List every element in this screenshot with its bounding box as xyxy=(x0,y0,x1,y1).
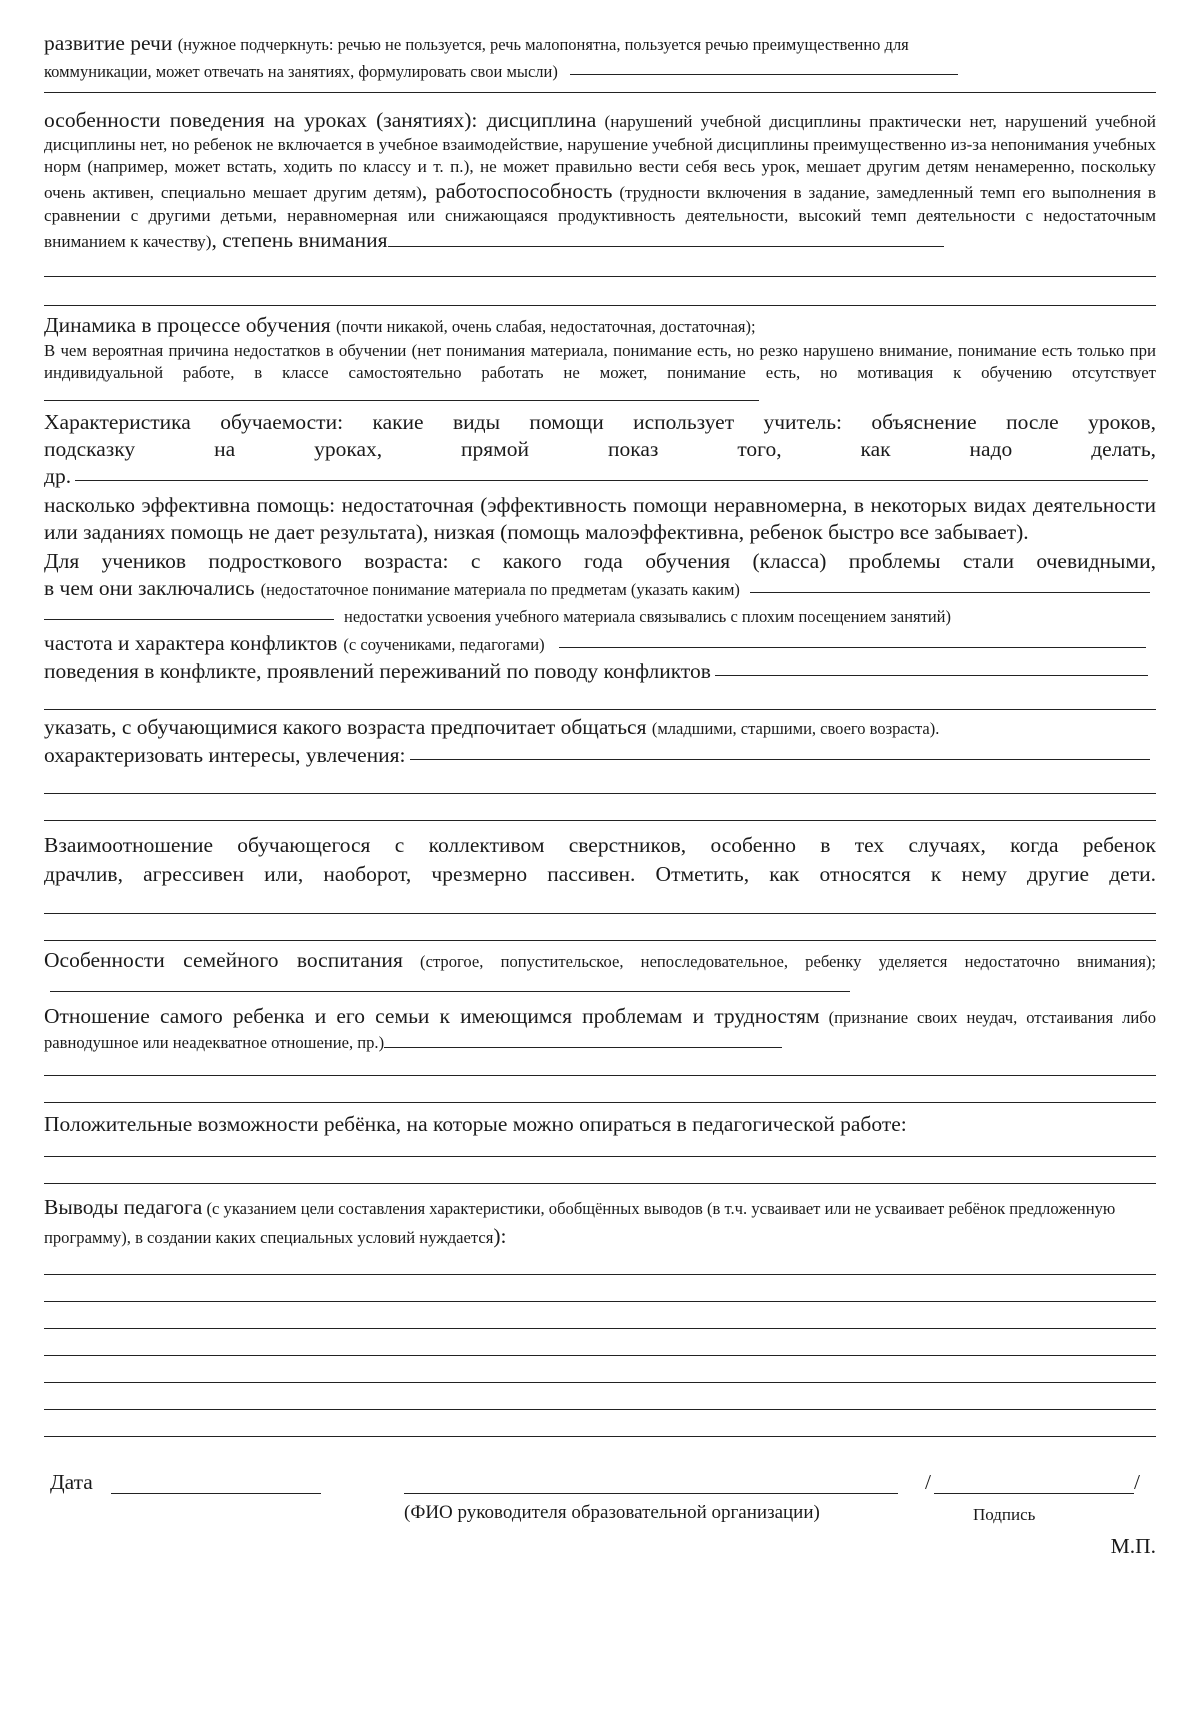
behavior-hint: (нарушений учебной дисциплины практически нет, нарушений учебной дисциплины нет, но ребенок не включается в учебное взаимодействие, нарушение учебной дисциплины преимущественно из-за непонимания учебных норм (например, может встать, ходить по классу и т. п.), не может правильно вести себя весь урок, мешает другим детям ненамеренно, поскольку очень активен, специально мешает другим детям) xyxy=(44,112,1156,202)
conclusions-lead: Выводы педагога xyxy=(44,1194,203,1219)
age-section xyxy=(44,714,1156,742)
teen-line-3 xyxy=(44,603,1156,630)
family-hint: (строгое, попустительское, непоследовательное, ребенку уделяется недостаточно внимания); xyxy=(420,951,1157,971)
conflicts-hint: (с соучениками, педагогами) xyxy=(343,634,545,654)
dynamics-hint: (почти никакой, очень слабая, недостаточная, достаточная); xyxy=(336,317,756,336)
peers-section xyxy=(44,831,1156,889)
conclusions-tail: ): xyxy=(493,1223,507,1248)
learnability-line-3 xyxy=(44,463,1156,490)
conclusions-answer-line-5[interactable] xyxy=(44,1382,1156,1383)
help-section xyxy=(44,492,1156,546)
behavior-answer-line-1[interactable] xyxy=(44,276,1156,277)
peers-answer-line-1[interactable] xyxy=(44,913,1156,914)
family-answer-line[interactable] xyxy=(50,974,850,992)
attitude-answer-line-2[interactable] xyxy=(44,1075,1156,1076)
interests-answer-line-1[interactable] xyxy=(410,758,1150,760)
conclusions-hint: (с указанием цели составления характеристики, обобщённых выводов (в т.ч. усваивает или не усваивает ребёнок предложенную программу), в создании каких специальных условий нуждается xyxy=(44,1198,1116,1247)
dynamics-answer-line[interactable] xyxy=(44,383,759,401)
behavior-lead: особенности поведения на уроках (занятиях): дисциплина xyxy=(44,108,597,132)
behavior-answer-line-2[interactable] xyxy=(44,305,1156,306)
age-lead: указать, с обучающимися какого возраста предпочитает общаться xyxy=(44,714,647,739)
speech-lead: развитие речи xyxy=(44,31,173,55)
help-text: насколько эффективна помощь: недостаточная (эффективность помощи неравномерна, в некоторых видах деятельности или заданиях помощь не дает результата), низкая (помощь малоэффективна, ребенок быстро все забывает). xyxy=(44,492,1156,544)
dynamics-lead: Динамика в процессе обучения xyxy=(44,313,331,337)
characteristic-form xyxy=(44,30,1156,1589)
positive-text: Положительные возможности ребёнка, на которые можно опираться в педагогической работе: xyxy=(44,1111,907,1136)
signature-caption: Подпись xyxy=(973,1504,1036,1524)
interests-lead: охарактеризовать интересы, увлечения: xyxy=(44,742,406,767)
teen-hint: (недостаточное понимание материала по предметам (указать каким) xyxy=(260,579,740,599)
conclusions-answer-line-4[interactable] xyxy=(44,1355,1156,1356)
teen-answer-line-2[interactable] xyxy=(44,618,334,620)
attention-answer-line[interactable] xyxy=(388,229,944,247)
date-label: Дата xyxy=(50,1469,93,1494)
behavior-section xyxy=(44,107,1156,254)
conflicts-answer-line-2[interactable] xyxy=(715,674,1148,676)
speech-answer-line[interactable] xyxy=(570,73,958,75)
signature-slash-right: / xyxy=(1134,1469,1140,1494)
signature-slash-left: / xyxy=(925,1469,931,1494)
attitude-answer-line[interactable] xyxy=(384,1030,782,1048)
conflicts-line-1 xyxy=(44,630,1156,658)
conflicts-lead: частота и характера конфликтов xyxy=(44,630,338,655)
dynamics-cause-text: В чем вероятная причина недостатков в обучении (нет понимания материала, понимание есть, но резко нарушено внимание, понимание есть только при индивидуальной работе, в классе самостоятельно работать не может, понимание есть, но мотивация к обучению отсутствует xyxy=(44,341,1156,382)
attention-lead: , степень внимания xyxy=(211,228,388,252)
learnability-line-1: Характеристика обучаемости: какие виды помощи использует учитель: объяснение после уроков, xyxy=(44,409,1156,434)
signature-block xyxy=(44,1469,1156,1589)
learnability-other: др. xyxy=(44,463,72,488)
interests-answer-line-2[interactable] xyxy=(44,793,1156,794)
conclusions-answer-line-2[interactable] xyxy=(44,1301,1156,1302)
positive-answer-line-1[interactable] xyxy=(44,1156,1156,1157)
age-hint: (младшими, старшими, своего возраста). xyxy=(651,718,940,738)
workability-lead: , работоспособность xyxy=(421,179,613,203)
interests-section xyxy=(44,742,1156,769)
stamp-label: М.П. xyxy=(1110,1533,1156,1558)
conclusions-answer-line-7[interactable] xyxy=(44,1436,1156,1437)
family-section xyxy=(44,947,1156,999)
speech-line-2 xyxy=(44,58,1156,85)
peers-line-1: Взаимоотношение обучающегося с коллективом сверстников, особенно в тех случаях, когда ребенок xyxy=(44,832,1156,857)
conclusions-answer-line-1[interactable] xyxy=(44,1274,1156,1275)
interests-answer-line-3[interactable] xyxy=(44,820,1156,821)
teen-section xyxy=(44,548,1156,630)
teen-hint-3: недостатки усвоения учебного материала связывались с плохим посещением занятий) xyxy=(344,606,951,626)
conclusions-answer-line-6[interactable] xyxy=(44,1409,1156,1410)
conflict-behavior-lead: поведения в конфликте, проявлений переживаний по поводу конфликтов xyxy=(44,658,711,683)
learnability-answer-line[interactable] xyxy=(75,479,1148,481)
attitude-hint: (признание своих неудач, отстаивания либо равнодушное или неадекватное отношение, пр.) xyxy=(44,1007,1156,1052)
learnability-section xyxy=(44,409,1156,490)
conflicts-answer-line-3[interactable] xyxy=(44,709,1156,710)
conclusions-answer-line-3[interactable] xyxy=(44,1328,1156,1329)
teen-line-1: Для учеников подросткового возраста: с какого года обучения (класса) проблемы стали очевидными, xyxy=(44,548,1156,573)
dynamics-line xyxy=(44,312,1156,340)
peers-answer-line-2[interactable] xyxy=(44,940,1156,941)
dynamics-cause xyxy=(44,340,1156,407)
speech-answer-line-2[interactable] xyxy=(44,92,1156,93)
teen-line-2 xyxy=(44,575,1156,603)
positive-section xyxy=(44,1111,1156,1138)
fio-caption: (ФИО руководителя образовательной организации) xyxy=(404,1501,820,1523)
signature-field-line[interactable] xyxy=(934,1493,1134,1494)
speech-hint-a: (нужное подчеркнуть: речью не пользуется, речь малопонятна, пользуется речью преимущественно для xyxy=(177,35,909,54)
speech-section xyxy=(44,30,1156,84)
conflicts-answer-line-1[interactable] xyxy=(559,646,1146,648)
family-lead: Особенности семейного воспитания xyxy=(44,947,403,972)
date-field-line[interactable] xyxy=(111,1493,321,1494)
attitude-section xyxy=(44,1003,1156,1055)
learnability-line-2: подсказку на уроках, прямой показ того, как надо делать, xyxy=(44,436,1156,461)
conclusions-section xyxy=(44,1194,1156,1252)
speech-hint-b: коммуникации, может отвечать на занятиях, формулировать свои мысли) xyxy=(44,62,558,81)
positive-answer-line-2[interactable] xyxy=(44,1183,1156,1184)
attitude-answer-line-3[interactable] xyxy=(44,1102,1156,1103)
teen-answer-line-1[interactable] xyxy=(750,591,1150,593)
teen-lead: в чем они заключались xyxy=(44,575,255,600)
dynamics-section xyxy=(44,312,1156,407)
conflicts-section xyxy=(44,630,1156,685)
workability-hint: (трудности включения в задание, замедленный темп его выполнения в сравнении с другими детьми, неравномерная или снижающаяся продуктивность деятельности, высокий темп деятельности с недостаточным вниманием к качеству) xyxy=(44,183,1156,251)
fio-field-line[interactable] xyxy=(404,1493,898,1494)
attitude-lead: Отношение самого ребенка и его семьи к имеющимся проблемам и трудностям xyxy=(44,1003,820,1028)
conflicts-line-2 xyxy=(44,658,1156,685)
peers-line-2: драчлив, агрессивен или, наоборот, чрезмерно пассивен. Отметить, как относятся к нему другие дети. xyxy=(44,861,1156,886)
